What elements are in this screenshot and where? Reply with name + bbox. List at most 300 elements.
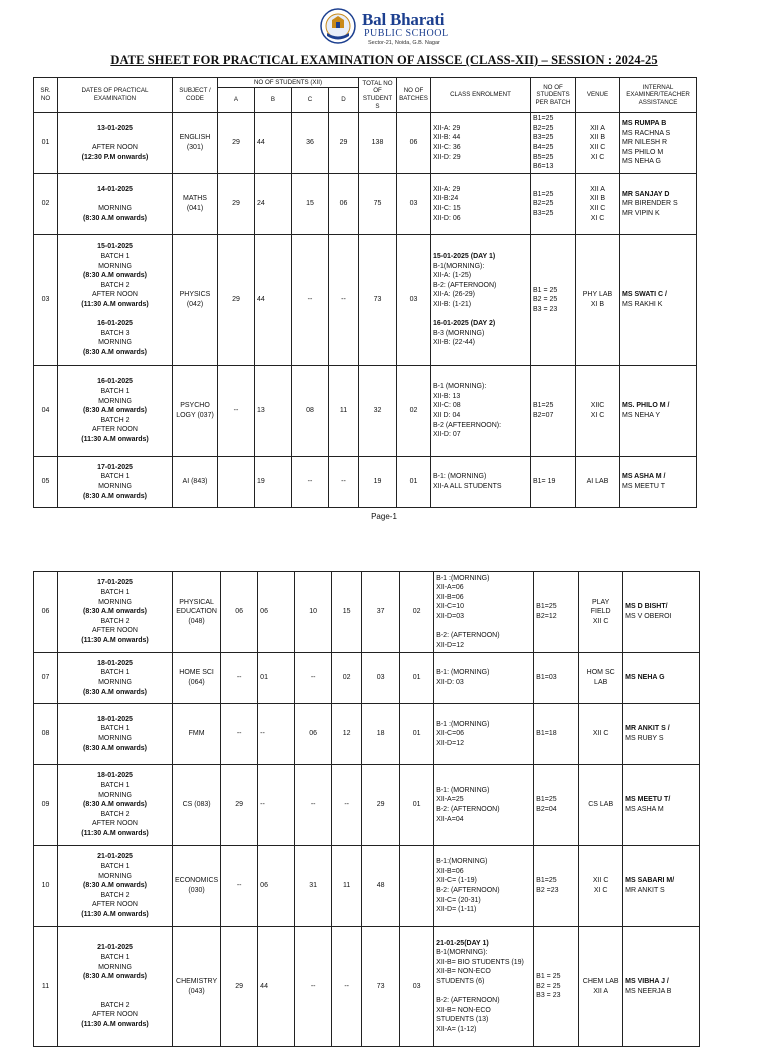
dates-cell-line: MORNING <box>98 679 132 686</box>
dates-cell-line: (12:30 P.M onwards) <box>81 153 149 161</box>
batches-cell: 06 <box>397 113 431 174</box>
section-d-cell: 15 <box>332 572 362 653</box>
dates-cell-line: 18-01-2025 <box>97 659 133 667</box>
sr-no-cell: 11 <box>34 927 58 1047</box>
section-c-cell: 15 <box>292 174 329 235</box>
section-a-cell: -- <box>221 846 258 927</box>
dates-cell-line <box>60 133 170 143</box>
section-a-cell: 06 <box>221 572 258 653</box>
section-a-cell: 29 <box>218 113 255 174</box>
enrolment-cell-line: XII-D=12 <box>436 739 464 747</box>
dates-cell-line: (11:30 A.M onwards) <box>81 301 149 308</box>
section-b-cell: -- <box>258 704 295 765</box>
venue-cell: XII C XI C <box>579 846 623 927</box>
dates-cell-line: 16-01-2025 <box>97 320 133 328</box>
dates-cell-line: (8:30 A.M onwards) <box>83 608 147 616</box>
sr-no-cell: 07 <box>34 653 58 704</box>
table-row <box>34 235 697 366</box>
enrolment-cell <box>434 846 534 927</box>
enrolment-cell-line: B-2: (AFTERNOON) <box>436 997 500 1005</box>
batches-cell: 01 <box>397 457 431 508</box>
dates-cell-line: (11:30 A.M onwards) <box>81 636 149 644</box>
page-title: DATE SHEET FOR PRACTICAL EXAMINATION OF AISSCE (CLASS-XII) – SESSION : 2024-25 <box>110 53 658 67</box>
enrolment-cell-line: XII-A=04 <box>436 815 464 823</box>
enrolment-cell-line: B-2: (AFTERNOON) <box>436 887 500 894</box>
examiner-cell <box>623 572 700 653</box>
enrolment-cell-line: XII-C= (20-31) <box>436 896 481 904</box>
venue-cell: HOM SC LAB <box>579 653 623 704</box>
enrolment-cell-line: XII-B= BIO STUDENTS (19) <box>436 958 524 966</box>
examiner-cell <box>620 366 697 457</box>
header-section-a: A <box>218 88 255 113</box>
enrolment-cell-line: B-1: (MORNING) <box>433 473 487 481</box>
enrolment-cell-line: 15-01-2025 (DAY 1) <box>433 253 496 261</box>
dates-cell-line: (11:30 A.M onwards) <box>81 435 149 443</box>
section-c-cell: -- <box>292 457 329 508</box>
total-cell: 32 <box>359 366 397 457</box>
examiner-cell <box>623 927 700 1047</box>
dates-cell-line: (8:30 A.M onwards) <box>83 801 147 809</box>
per-batch-cell: B1=25 B2=25 B3=25 B4=25 B5=25 B6=13 <box>531 113 576 174</box>
enrolment-cell-line: XII-D: 06 <box>433 214 461 222</box>
section-a-cell: 29 <box>218 174 255 235</box>
enrolment-cell <box>431 113 531 174</box>
examiner-cell <box>623 653 700 704</box>
enrolment-cell-line: XII-D= (1-11) <box>436 906 477 914</box>
dates-cell <box>58 765 173 846</box>
examiner-cell-line: MS PHILO M <box>622 148 664 156</box>
dates-cell-line: MORNING <box>98 205 132 212</box>
venue-cell: XII C <box>579 704 623 765</box>
dates-cell-line: (8:30 A.M onwards) <box>83 688 147 696</box>
enrolment-cell-line: 21-01-25(DAY 1) <box>436 939 489 947</box>
examiner-cell <box>620 235 697 366</box>
examiner-cell <box>620 113 697 174</box>
section-d-cell: -- <box>332 765 362 846</box>
dates-cell <box>58 927 173 1047</box>
section-b-cell: 06 <box>258 572 295 653</box>
enrolment-cell <box>431 174 531 235</box>
examiner-cell <box>620 174 697 235</box>
enrolment-cell-line: B-1:(MORNING) <box>436 858 488 866</box>
section-c-cell: -- <box>295 927 332 1047</box>
school-subtitle: PUBLIC SCHOOL <box>364 28 449 39</box>
section-c-cell: 06 <box>295 704 332 765</box>
section-b-cell: 06 <box>258 846 295 927</box>
per-batch-cell: B1=25 B2 =23 <box>534 846 579 927</box>
section-d-cell: -- <box>329 235 359 366</box>
dates-cell-line: BATCH 3 <box>100 329 130 337</box>
section-a-cell: 29 <box>218 235 255 366</box>
header-dates: DATES OF PRACTICAL EXAMINATION <box>58 78 173 113</box>
enrolment-cell-line: XII-B:24 <box>433 195 459 203</box>
dates-cell-line: AFTER NOON <box>92 901 138 909</box>
enrolment-cell-line: STUDENTS (13) <box>436 1016 489 1024</box>
dates-cell-line: 16-01-2025 <box>97 378 133 386</box>
enrolment-cell-line: XII-D: 03 <box>436 679 464 686</box>
subject-cell: AI (843) <box>173 457 218 508</box>
per-batch-cell: B1 = 25 B2 = 25 B3 = 23 <box>531 235 576 366</box>
dates-cell <box>58 704 173 765</box>
table-row <box>34 653 700 704</box>
examiner-cell-line: MS ASHA M <box>625 806 664 813</box>
sr-no-cell: 02 <box>34 174 58 235</box>
enrolment-cell-line: B-3 (MORNING) <box>433 329 485 337</box>
total-cell: 37 <box>362 572 400 653</box>
per-batch-cell: B1 = 25 B2 = 25 B3 = 23 <box>534 927 579 1047</box>
per-batch-cell: B1=25 B2=07 <box>531 366 576 457</box>
batches-cell: 03 <box>400 927 434 1047</box>
subject-cell: PSYCHO LOGY (037) <box>173 366 218 457</box>
batches-cell: 02 <box>400 572 434 653</box>
section-c-cell: -- <box>292 235 329 366</box>
table-row <box>34 927 700 1047</box>
batches-cell: 03 <box>397 235 431 366</box>
venue-cell: CHEM LAB XII A <box>579 927 623 1047</box>
batches-cell: 01 <box>400 704 434 765</box>
section-d-cell: 02 <box>332 653 362 704</box>
table-row <box>34 704 700 765</box>
header-total: TOTAL NO OF STUDENT S <box>359 78 397 113</box>
examiner-cell-line: MS V OBEROI <box>625 613 672 620</box>
enrolment-cell <box>434 765 534 846</box>
enrolment-cell-line: 16-01-2025 (DAY 2) <box>433 320 496 328</box>
enrolment-cell-line: XII-A: 29 <box>433 124 461 132</box>
section-b-cell: 24 <box>255 174 292 235</box>
table-row <box>34 572 700 653</box>
section-b-cell: 13 <box>255 366 292 457</box>
sr-no-cell: 05 <box>34 457 58 508</box>
total-cell: 48 <box>362 846 400 927</box>
dates-cell-line: MORNING <box>98 262 132 270</box>
header-sr-no: SR. NO <box>34 78 58 113</box>
enrolment-cell-line: B-1 :(MORNING) <box>436 574 490 582</box>
enrolment-cell-line: XII-C: 36 <box>433 144 461 151</box>
dates-cell-line: (8:30 A.M onwards) <box>83 214 147 222</box>
dates-cell-line: (8:30 A.M onwards) <box>83 882 147 890</box>
enrolment-cell-line: XII-B= NON-ECO <box>436 1006 491 1014</box>
header-subject: SUBJECT / CODE <box>173 78 218 113</box>
examiner-cell-line: MR BIRENDER S <box>622 200 678 208</box>
header-per-batch: NO OF STUDENTS PER BATCH <box>531 78 576 113</box>
section-c-cell: 08 <box>292 366 329 457</box>
table-row <box>34 765 700 846</box>
school-address: Sector-21, Noida, G.B. Nagar <box>368 40 440 46</box>
enrolment-cell-line: XII-A= (1-12) <box>436 1025 477 1033</box>
sr-no-cell: 01 <box>34 113 58 174</box>
dates-cell-line: BATCH 1 <box>100 863 130 871</box>
dates-cell-line: BATCH 1 <box>100 589 130 597</box>
enrolment-cell-line: B-1(MORNING): <box>436 949 488 957</box>
examiner-cell-line: MR ANKIT S / <box>625 725 670 733</box>
dates-cell-line: BATCH 2 <box>100 617 130 625</box>
dates-cell-line: (8:30 A.M onwards) <box>83 973 147 981</box>
examiner-cell-line: MR NILESH R <box>622 139 668 147</box>
section-a-cell: -- <box>221 653 258 704</box>
dates-cell-line <box>60 310 170 320</box>
dates-cell-line: 14-01-2025 <box>97 185 133 193</box>
sr-no-cell: 06 <box>34 572 58 653</box>
enrolment-cell-line: XII-C= (1-19) <box>436 877 477 885</box>
dates-cell-line: (8:30 A.M onwards) <box>83 272 147 280</box>
dates-cell-line: 13-01-2025 <box>97 124 133 132</box>
enrolment-cell-line: XII-A: 29 <box>433 185 461 193</box>
dates-cell-line: BATCH 2 <box>100 281 130 289</box>
date-sheet-table-2 <box>33 571 700 1047</box>
enrolment-cell-line <box>433 310 528 320</box>
enrolment-cell <box>431 235 531 366</box>
venue-cell: PLAY FIELD XII C <box>579 572 623 653</box>
dates-cell-line: AFTER NOON <box>92 1011 138 1019</box>
enrolment-cell-line: XII-A=25 <box>436 796 464 804</box>
header-enrolment: CLASS ENROLMENT <box>431 78 531 113</box>
dates-cell-line: MORNING <box>98 872 132 880</box>
venue-cell: XII A XII B XII C XI C <box>576 113 620 174</box>
dates-cell-line: 21-01-2025 <box>97 944 133 952</box>
sr-no-cell: 09 <box>34 765 58 846</box>
section-a-cell: -- <box>221 704 258 765</box>
section-c-cell: -- <box>295 653 332 704</box>
dates-cell-line: 18-01-2025 <box>97 772 133 780</box>
section-a-cell: 29 <box>221 765 258 846</box>
section-a-cell: 29 <box>221 927 258 1047</box>
examiner-cell-line: MS MEETU T/ <box>625 796 671 804</box>
enrolment-cell <box>434 653 534 704</box>
enrolment-cell <box>431 457 531 508</box>
examiner-cell-line: MS D BISHT/ <box>625 603 668 611</box>
dates-cell-line: AFTER NOON <box>92 144 138 151</box>
dates-cell <box>58 457 173 508</box>
dates-cell-line: AFTER NOON <box>92 426 138 434</box>
enrolment-cell-line: XII-C=10 <box>436 603 464 611</box>
dates-cell-line: BATCH 1 <box>100 782 130 790</box>
examiner-cell <box>620 457 697 508</box>
dates-cell-line: (11:30 A.M onwards) <box>81 829 149 837</box>
section-b-cell: 44 <box>258 927 295 1047</box>
dates-cell <box>58 113 173 174</box>
batches-cell: 02 <box>397 366 431 457</box>
enrolment-cell-line: XII-B: (1-21) <box>433 301 472 308</box>
total-cell: 73 <box>362 927 400 1047</box>
enrolment-cell-line: XII-B=06 <box>436 867 464 875</box>
section-b-cell: 44 <box>255 113 292 174</box>
enrolment-cell-line <box>436 987 531 997</box>
enrolment-cell-line: B-1 :(MORNING) <box>436 720 490 728</box>
examiner-cell-line: MS RACHNA S <box>622 129 671 137</box>
examiner-cell-line: MR VIPIN K <box>622 209 660 217</box>
batches-cell <box>400 846 434 927</box>
school-name: Bal Bharati <box>362 10 445 29</box>
dates-cell-line: BATCH 1 <box>100 388 130 396</box>
subject-cell: PHYSICAL EDUCATION (048) <box>173 572 221 653</box>
per-batch-cell: B1=25 B2=04 <box>534 765 579 846</box>
section-b-cell: 44 <box>255 235 292 366</box>
school-logo <box>318 6 458 48</box>
enrolment-cell-line: XII D: 04 <box>433 412 461 419</box>
examiner-cell <box>623 765 700 846</box>
venue-cell: XII A XII B XII C XI C <box>576 174 620 235</box>
header-section-c: C <box>292 88 329 113</box>
dates-cell-line: MORNING <box>98 339 132 347</box>
section-a-cell: -- <box>218 366 255 457</box>
dates-cell-line: BATCH 2 <box>100 416 130 424</box>
table-row <box>34 174 697 235</box>
enrolment-cell-line: XII-B: 13 <box>433 392 461 400</box>
enrolment-cell-line: XII-A: (1-25) <box>433 272 472 280</box>
enrolment-cell-line: B-2: (AFTERNOON) <box>436 632 500 640</box>
dates-cell <box>58 653 173 704</box>
enrolment-cell-line: B-1: (MORNING) <box>436 669 490 677</box>
table-body-2 <box>34 572 700 1047</box>
venue-cell: PHY LAB XI B <box>576 235 620 366</box>
venue-cell: CS LAB <box>579 765 623 846</box>
page-number: Page-1 <box>371 512 397 521</box>
sr-no-cell: 10 <box>34 846 58 927</box>
section-d-cell: 29 <box>329 113 359 174</box>
dates-cell-line: BATCH 2 <box>100 891 130 899</box>
section-c-cell: 31 <box>295 846 332 927</box>
dates-cell <box>58 174 173 235</box>
subject-cell: MATHS (041) <box>173 174 218 235</box>
batches-cell: 01 <box>400 653 434 704</box>
dates-cell-line: MORNING <box>98 598 132 606</box>
enrolment-cell-line <box>436 622 531 632</box>
examiner-cell-line: MS SABARI M/ <box>625 877 675 885</box>
table-row <box>34 113 697 174</box>
enrolment-cell-line: B-1 (MORNING): <box>433 383 487 391</box>
dates-cell-line: BATCH 1 <box>100 253 130 261</box>
examiner-cell-line: MS RUMPA B <box>622 120 667 128</box>
header-no-of-students: NO OF STUDENTS (XII) <box>218 78 359 88</box>
dates-cell-line: BATCH 1 <box>100 725 130 733</box>
section-b-cell: -- <box>258 765 295 846</box>
examiner-cell-line: MS ASHA M / <box>622 473 666 481</box>
dates-cell-line: BATCH 1 <box>100 473 130 481</box>
dates-cell-line: MORNING <box>98 735 132 742</box>
subject-cell: CS (083) <box>173 765 221 846</box>
subject-cell: FMM <box>173 704 221 765</box>
examiner-cell-line: MS NEHA G <box>622 158 661 166</box>
table-row <box>34 366 697 457</box>
section-d-cell: -- <box>329 457 359 508</box>
dates-cell-line <box>60 991 170 1001</box>
section-d-cell: 12 <box>332 704 362 765</box>
date-sheet-table-1 <box>33 77 697 508</box>
subject-cell: PHYSICS (042) <box>173 235 218 366</box>
venue-cell: AI LAB <box>576 457 620 508</box>
table-body-1 <box>34 113 697 508</box>
enrolment-cell-line: XII-B= NON-ECO <box>436 968 491 976</box>
batches-cell: 03 <box>397 174 431 235</box>
enrolment-cell-line: XII-C: 15 <box>433 205 461 212</box>
dates-cell <box>58 846 173 927</box>
dates-cell-line: 17-01-2025 <box>97 579 133 587</box>
enrolment-cell-line: B-1(MORNING): <box>433 262 485 270</box>
dates-cell <box>58 572 173 653</box>
examiner-cell <box>623 846 700 927</box>
examiner-cell-line: MR SANJAY D <box>622 190 670 198</box>
header-examiner: INTERNAL EXAMINER/TEACHER ASSISTANCE <box>620 78 697 113</box>
table-row <box>34 457 697 508</box>
enrolment-cell-line: B-2 (AFTEERNOON): <box>433 421 502 429</box>
dates-cell-line: BATCH 2 <box>100 810 130 818</box>
per-batch-cell: B1=03 <box>534 653 579 704</box>
dates-cell-line <box>60 982 170 992</box>
per-batch-cell: B1=25 B2=12 <box>534 572 579 653</box>
table-row <box>34 846 700 927</box>
enrolment-cell-line: XII-D: 07 <box>433 431 461 439</box>
batches-cell: 01 <box>400 765 434 846</box>
per-batch-cell: B1=18 <box>534 704 579 765</box>
section-b-cell: 19 <box>255 457 292 508</box>
examiner-cell-line: MS MEETU T <box>622 483 666 490</box>
examiner-cell-line: MS NEERJA B <box>625 987 672 995</box>
subject-cell: CHEMISTRY (043) <box>173 927 221 1047</box>
examiner-cell-line: MS VIBHA J / <box>625 977 669 985</box>
subject-cell: ECONOMICS (030) <box>173 846 221 927</box>
dates-cell-line: BATCH 1 <box>100 669 130 677</box>
section-d-cell: 11 <box>332 846 362 927</box>
dates-cell-line: AFTER NOON <box>92 291 138 299</box>
subject-cell: HOME SCI (064) <box>173 653 221 704</box>
enrolment-cell-line: XII-D=12 <box>436 641 464 649</box>
examiner-cell-line: MS SWATI C / <box>622 291 667 299</box>
dates-cell-line: 18-01-2025 <box>97 715 133 723</box>
enrolment-cell-line: XII-B: 44 <box>433 134 461 142</box>
dates-cell <box>58 366 173 457</box>
dates-cell-line: MORNING <box>98 483 132 490</box>
dates-cell-line <box>60 194 170 204</box>
per-batch-cell: B1= 19 <box>531 457 576 508</box>
total-cell: 29 <box>362 765 400 846</box>
dates-cell-line: AFTER NOON <box>92 820 138 828</box>
enrolment-cell-line: XII-A ALL STUDENTS <box>433 483 502 490</box>
enrolment-cell-line: STUDENTS (6) <box>436 977 485 985</box>
enrolment-cell-line: XII-D=03 <box>436 613 464 620</box>
school-emblem-icon <box>318 6 358 46</box>
dates-cell-line: 21-01-2025 <box>97 853 133 861</box>
section-b-cell: 01 <box>258 653 295 704</box>
total-cell: 19 <box>359 457 397 508</box>
dates-cell-line: (11:30 A.M onwards) <box>81 1021 149 1029</box>
enrolment-cell <box>434 704 534 765</box>
venue-cell: XIIC XI C <box>576 366 620 457</box>
enrolment-cell-line: B-1: (MORNING) <box>436 786 490 794</box>
dates-cell-line: (11:30 A.M onwards) <box>81 910 149 918</box>
section-d-cell: 11 <box>329 366 359 457</box>
total-cell: 75 <box>359 174 397 235</box>
examiner-cell <box>623 704 700 765</box>
header-venue: VENUE <box>576 78 620 113</box>
sr-no-cell: 08 <box>34 704 58 765</box>
dates-cell-line: 15-01-2025 <box>97 243 133 251</box>
header-section-b: B <box>255 88 292 113</box>
dates-cell-line: BATCH 1 <box>100 953 130 961</box>
dates-cell-line: (8:30 A.M onwards) <box>83 407 147 415</box>
section-d-cell: -- <box>332 927 362 1047</box>
examiner-cell-line: MR ANKIT S <box>625 887 665 894</box>
enrolment-cell-line: XII-C: 08 <box>433 402 461 410</box>
total-cell: 18 <box>362 704 400 765</box>
total-cell: 03 <box>362 653 400 704</box>
enrolment-cell-line: XII-A: (26-29) <box>433 291 476 299</box>
examiner-cell-line: MS RUBY S <box>625 735 664 742</box>
sr-no-cell: 04 <box>34 366 58 457</box>
enrolment-cell-line: XII-B: (22-44) <box>433 339 476 347</box>
dates-cell-line: (8:30 A.M onwards) <box>83 744 147 752</box>
enrolment-cell-line: XII-A=06 <box>436 584 464 592</box>
enrolment-cell-line: B-2: (AFTERNOON) <box>433 281 497 289</box>
